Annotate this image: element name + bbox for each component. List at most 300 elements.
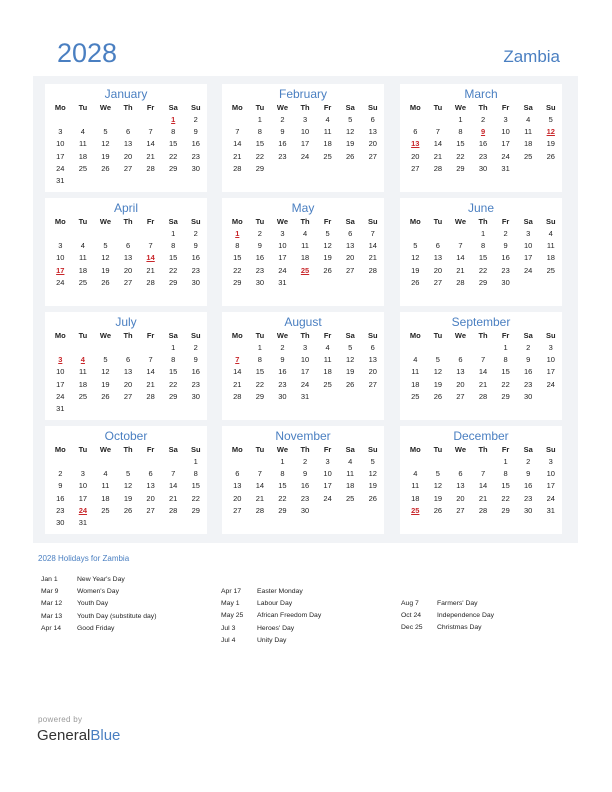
empty-cell [94,403,117,415]
day-cell: 11 [301,241,309,251]
week-row [222,277,384,289]
day-cell: 3 [548,343,553,352]
day-cell: 21 [478,379,488,389]
empty-cell [139,517,162,529]
day-cell: 9 [257,241,262,251]
day-cell: 6 [125,355,131,365]
day-cell: 8 [171,355,176,365]
day-cell: 11 [78,367,87,377]
day-cell: 5 [435,355,440,365]
day-cell: 20 [346,253,355,263]
day-cell: 15 [169,253,178,263]
day-cell: 26 [101,391,110,401]
holiday-name: Youth Day (substitute day) [77,612,157,620]
day-cell: 14 [433,139,443,149]
day-cell: 11 [323,355,332,365]
weekday-label: Tu [78,331,88,340]
week-row [222,456,384,468]
day-cell: 25 [546,265,555,275]
weekday-label: Mo [409,445,421,454]
empty-cell [94,456,117,468]
weekday-label: Mo [231,445,243,454]
day-cell: 22 [501,379,510,389]
empty-cell [226,114,249,126]
holiday-day-cell: 9 [480,127,486,137]
generalblue-logo[interactable] [37,727,120,744]
week-row [222,126,384,138]
day-cell: 23 [300,493,310,503]
empty-cell [427,342,450,354]
empty-cell [517,277,540,289]
day-cell: 19 [546,139,555,149]
day-cell: 14 [456,253,465,263]
empty-cell [117,228,140,240]
week-row [400,138,562,150]
day-cell: 21 [478,493,488,503]
day-cell: 14 [146,367,155,377]
holiday-date: May 1 [221,600,240,608]
weekday-label: Th [478,103,488,112]
day-cell: 2 [193,343,198,352]
weekday-label: We [454,217,466,226]
day-cell: 9 [302,469,308,479]
week-row [222,379,384,391]
empty-cell [94,175,117,187]
holiday-column [221,586,321,647]
week-row [45,163,207,175]
holiday-date: Mar 13 [41,612,63,620]
day-cell: 18 [78,151,88,161]
day-cell: 29 [169,163,178,173]
holiday-name: Labour Day [257,600,293,608]
day-cell: 5 [413,241,418,251]
weekday-label: We [276,103,288,112]
empty-cell [449,228,472,240]
empty-cell [517,163,540,175]
day-cell: 4 [302,229,308,238]
day-cell: 19 [323,253,332,263]
holiday-date: May 25 [221,612,244,620]
day-cell: 17 [56,379,65,389]
week-row [45,277,207,289]
day-cell: 15 [478,253,488,263]
day-cell: 24 [546,379,555,389]
day-cell: 6 [458,355,463,365]
weekday-label: Fr [323,217,332,226]
weekday-label: Th [300,445,310,454]
holiday-item [221,586,321,598]
month-name: April [113,201,138,215]
weekday-label: We [99,103,111,112]
day-cell: 15 [501,367,510,377]
holiday-item [401,598,494,610]
day-cell: 7 [148,241,153,251]
weekday-label: Tu [433,445,443,454]
day-cell: 17 [300,367,310,377]
day-cell: 18 [300,253,310,263]
weekday-label: Tu [255,445,265,454]
weekday-label: Mo [54,331,66,340]
week-row [45,138,207,150]
day-cell: 14 [255,481,265,491]
day-cell: 4 [103,469,108,479]
week-row [400,114,562,126]
day-cell: 27 [456,391,465,401]
week-row [400,493,562,505]
week-row [45,480,207,492]
month-july [45,312,207,420]
holiday-day-cell: 17 [56,265,65,275]
day-cell: 7 [480,469,486,479]
day-cell: 30 [524,391,533,401]
week-row [222,391,384,403]
month-name: September [451,315,511,329]
day-cell: 5 [325,229,330,238]
day-cell: 10 [56,139,65,149]
day-cell: 27 [146,505,155,515]
week-row [400,391,562,403]
day-cell: 20 [123,265,133,275]
day-cell: 21 [368,253,377,263]
weekday-label: Mo [409,217,421,226]
month-name: October [104,429,148,443]
week-row [222,366,384,378]
day-cell: 8 [503,355,508,365]
empty-cell [184,517,207,529]
day-cell: 3 [58,241,63,251]
day-cell: 16 [524,481,533,491]
empty-cell [49,342,72,354]
day-cell: 23 [255,265,265,275]
weekday-label: Th [300,103,310,112]
empty-cell [361,163,384,175]
day-cell: 20 [233,493,242,503]
day-cell: 1 [171,229,176,238]
day-cell: 1 [503,457,508,466]
weekday-label: Tu [433,217,443,226]
day-cell: 17 [501,139,510,149]
day-cell: 24 [278,265,287,275]
holiday-date: Apr 17 [221,588,242,595]
day-cell: 22 [278,493,287,503]
weekday-label: Fr [146,103,155,112]
holiday-day-cell: 1 [235,229,240,238]
day-cell: 13 [368,127,377,137]
day-cell: 31 [278,277,287,287]
weekday-label: Su [190,103,201,112]
day-cell: 6 [458,469,463,479]
day-cell: 28 [255,505,265,515]
empty-cell [162,456,185,468]
day-cell: 6 [235,469,240,479]
day-cell: 6 [413,127,418,137]
weekday-label: We [454,445,466,454]
month-december [400,426,562,534]
day-cell: 28 [368,265,377,275]
week-row [222,265,384,277]
day-cell: 16 [501,253,510,263]
day-cell: 8 [193,469,198,479]
day-cell: 6 [370,115,375,124]
week-row [222,151,384,163]
day-cell: 10 [56,367,65,377]
day-cell: 29 [169,391,178,401]
week-row [45,468,207,480]
day-cell: 15 [169,139,178,149]
week-row [400,163,562,175]
holiday-day-cell: 1 [171,115,176,124]
day-cell: 9 [193,355,198,365]
day-cell: 17 [300,139,310,149]
weekday-label: Sa [345,445,355,454]
day-cell: 28 [233,391,242,401]
day-cell: 3 [58,127,63,137]
week-row [222,228,384,240]
day-cell: 30 [191,277,200,287]
day-cell: 9 [280,127,285,137]
empty-cell [139,403,162,415]
weekday-label: We [99,331,111,340]
empty-cell [339,505,362,517]
weekday-header [45,215,207,228]
empty-cell [162,403,185,415]
day-cell: 15 [255,139,265,149]
empty-cell [139,175,162,187]
day-cell: 29 [478,277,488,287]
day-cell: 24 [56,163,65,173]
brand-general: General [37,727,91,744]
day-cell: 8 [503,469,508,479]
empty-cell [49,114,72,126]
week-row [400,456,562,468]
day-cell: 2 [257,229,262,238]
weekday-label: Fr [323,445,332,454]
month-name: December [453,429,509,443]
day-cell: 13 [233,481,242,491]
holiday-name: Farmers' Day [437,600,478,607]
day-cell: 23 [191,151,200,161]
day-cell: 4 [548,229,553,238]
day-cell: 7 [480,355,486,365]
weekday-label: Mo [231,217,243,226]
day-cell: 26 [433,505,443,515]
weekday-label: Tu [255,331,265,340]
weekday-label: Tu [255,217,265,226]
day-cell: 7 [435,127,440,137]
holiday-name: Youth Day [77,600,109,608]
holiday-date: Dec 25 [401,624,423,632]
day-cell: 9 [58,481,63,491]
day-cell: 28 [146,277,155,287]
country-title: Zambia [503,47,560,66]
weekday-label: Tu [255,103,265,112]
empty-cell [249,456,272,468]
day-cell: 27 [433,277,443,287]
day-cell: 27 [456,505,465,515]
day-cell: 10 [546,469,555,479]
day-cell: 17 [56,151,65,161]
holiday-name: Unity Day [257,636,287,644]
holiday-name: Women's Day [77,588,119,596]
weekday-label: Su [190,217,201,226]
weekday-label: Tu [78,445,88,454]
day-cell: 17 [546,367,555,377]
weekday-label: Th [478,217,488,226]
week-row [45,151,207,163]
day-cell: 21 [146,265,155,275]
weekday-label: Sa [523,217,533,226]
day-cell: 13 [456,367,465,377]
day-cell: 28 [478,505,488,515]
day-cell: 29 [501,505,510,515]
day-cell: 27 [123,163,133,173]
day-cell: 30 [56,517,65,527]
day-cell: 27 [368,379,377,389]
weekday-label: Th [300,331,310,340]
day-cell: 9 [526,469,531,479]
holiday-day-cell: 4 [80,355,85,365]
day-cell: 11 [524,127,533,137]
day-cell: 12 [101,139,110,149]
day-cell: 9 [526,355,531,365]
day-cell: 30 [278,391,287,401]
day-cell: 21 [255,493,265,503]
empty-cell [117,456,140,468]
month-name: March [464,87,498,101]
day-cell: 10 [300,127,310,137]
day-cell: 19 [101,265,110,275]
holiday-item [41,586,156,598]
month-name: February [278,87,328,101]
weekday-label: Su [545,217,556,226]
week-row [400,277,562,289]
weekday-label: Th [123,103,133,112]
day-cell: 18 [524,139,533,149]
day-cell: 18 [346,481,355,491]
day-cell: 16 [191,253,200,263]
empty-cell [72,342,95,354]
weekday-label: Tu [78,103,88,112]
weekday-label: Tu [433,331,443,340]
day-cell: 22 [169,265,178,275]
weekday-label: Th [478,331,488,340]
weekday-label: Th [123,445,133,454]
day-cell: 24 [524,265,533,275]
day-cell: 3 [302,115,308,124]
day-cell: 6 [435,241,440,251]
day-cell: 29 [191,505,200,515]
weekday-header [222,329,384,342]
week-row [222,493,384,505]
day-cell: 28 [478,391,488,401]
weekday-label: Su [367,217,378,226]
day-cell: 4 [526,115,531,124]
day-cell: 29 [278,505,287,515]
day-cell: 18 [323,139,332,149]
day-cell: 19 [433,379,443,389]
day-cell: 4 [325,115,330,124]
day-cell: 15 [191,481,200,491]
holiday-name: New Year's Day [77,576,125,583]
weekday-label: Fr [501,445,510,454]
day-cell: 19 [368,481,377,491]
day-cell: 20 [368,139,377,149]
day-cell: 22 [169,379,178,389]
week-row [45,240,207,252]
day-cell: 7 [458,241,463,251]
empty-cell [117,517,140,529]
weekday-label: Su [545,445,556,454]
day-cell: 18 [411,379,420,389]
day-cell: 17 [546,481,555,491]
weekday-label: Sa [345,103,355,112]
day-cell: 28 [146,163,155,173]
month-november [222,426,384,534]
day-cell: 12 [123,481,133,491]
day-cell: 21 [433,151,443,161]
day-cell: 23 [524,379,533,389]
weekday-label: Mo [231,103,243,112]
weekday-label: We [454,103,466,112]
weekday-label: Sa [345,331,355,340]
month-september [400,312,562,420]
day-cell: 6 [148,469,153,479]
week-row [222,114,384,126]
day-cell: 26 [323,265,332,275]
week-row [45,252,207,264]
day-cell: 27 [123,391,133,401]
empty-cell [94,228,117,240]
month-january [45,84,207,192]
weekday-label: Tu [78,217,88,226]
day-cell: 12 [323,241,332,251]
day-cell: 4 [80,241,85,251]
weekday-label: We [276,331,288,340]
day-cell: 23 [524,493,533,503]
empty-cell [162,175,185,187]
day-cell: 14 [233,139,242,149]
day-cell: 15 [233,253,242,263]
day-cell: 8 [280,469,285,479]
day-cell: 19 [411,265,420,275]
day-cell: 30 [478,163,488,173]
day-cell: 23 [56,505,65,515]
weekday-label: Fr [501,103,510,112]
week-row [222,240,384,252]
day-cell: 21 [169,493,178,503]
day-cell: 10 [524,241,533,251]
holiday-name: Independence Day [437,612,495,620]
day-cell: 3 [503,115,508,124]
day-cell: 21 [146,151,155,161]
day-cell: 5 [103,355,108,365]
weekday-label: Su [367,445,378,454]
weekday-header [400,443,562,456]
day-cell: 19 [123,493,133,503]
month-october [45,426,207,534]
day-cell: 6 [348,229,353,238]
day-cell: 22 [478,265,488,275]
month-august [222,312,384,420]
day-cell: 28 [169,505,178,515]
day-cell: 14 [146,139,155,149]
day-cell: 30 [191,391,200,401]
day-cell: 25 [78,277,88,287]
day-cell: 20 [146,493,155,503]
day-cell: 18 [546,253,555,263]
holiday-day-cell: 25 [300,265,310,275]
day-cell: 8 [480,241,486,251]
